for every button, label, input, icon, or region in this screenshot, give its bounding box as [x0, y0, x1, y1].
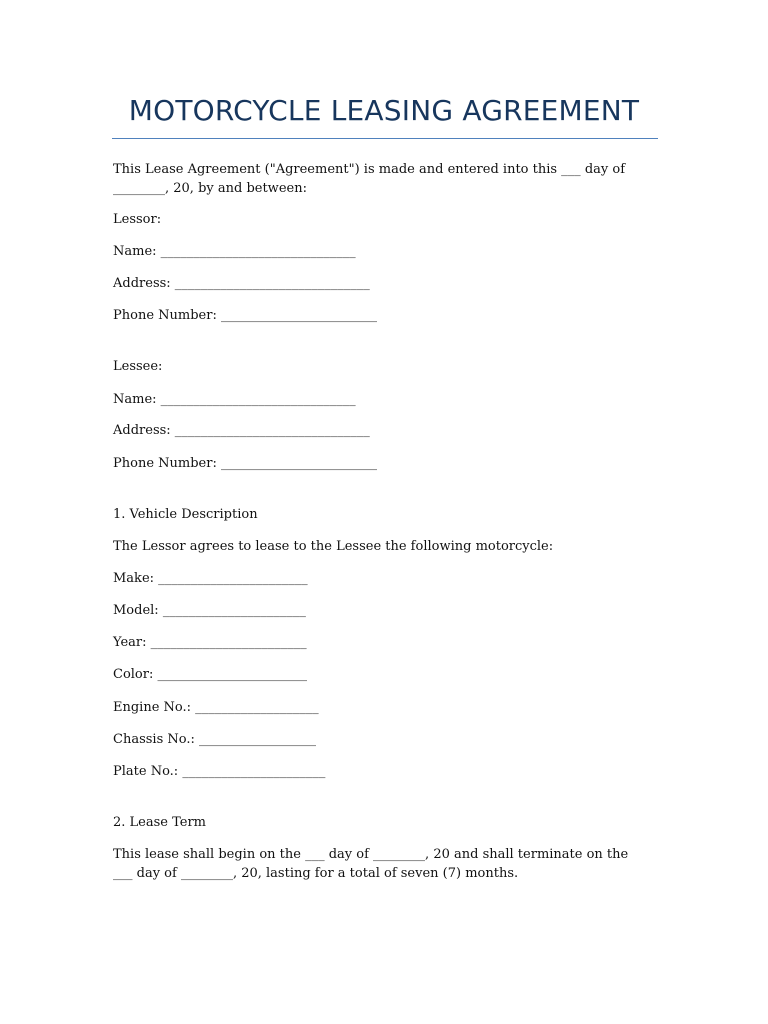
section-vehicle-heading: 1. Vehicle Description: [113, 507, 258, 522]
vehicle-chassis-field: Chassis No.: __________________: [113, 732, 316, 747]
lessor-name-field: Name: ______________________________: [113, 244, 356, 259]
lessee-heading: Lessee:: [113, 359, 163, 374]
lease-term-paragraph: This lease shall begin on the ___ day of ________, 20 and shall terminate on the ___ day of ________, 20, lasting for a total of seven (7) months.: [113, 847, 629, 881]
title-divider: [112, 138, 658, 139]
vehicle-plate-field: Plate No.: ______________________: [113, 764, 326, 779]
vehicle-model-field: Model: ______________________: [113, 603, 306, 618]
vehicle-make-field: Make: _______________________: [113, 571, 308, 586]
vehicle-engine-field: Engine No.: ___________________: [113, 700, 319, 715]
lessor-address-field: Address: ______________________________: [113, 276, 370, 291]
page-title: MOTORCYCLE LEASING AGREEMENT: [128, 94, 640, 127]
intro-paragraph: This Lease Agreement ("Agreement") is made and entered into this ___ day of ________, 20, by and between:: [113, 162, 626, 196]
lessor-phone-field: Phone Number: ________________________: [113, 308, 377, 323]
lessee-name-field: Name: ______________________________: [113, 392, 356, 407]
vehicle-year-field: Year: ________________________: [113, 635, 307, 650]
section-lease-term-heading: 2. Lease Term: [113, 815, 207, 830]
lessor-heading: Lessor:: [113, 212, 162, 227]
section-vehicle-text: The Lessor agrees to lease to the Lessee the following motorcycle:: [113, 539, 554, 554]
lessee-phone-field: Phone Number: ________________________: [113, 456, 377, 471]
lessee-address-field: Address: ______________________________: [113, 423, 370, 438]
vehicle-color-field: Color: _______________________: [113, 667, 307, 682]
